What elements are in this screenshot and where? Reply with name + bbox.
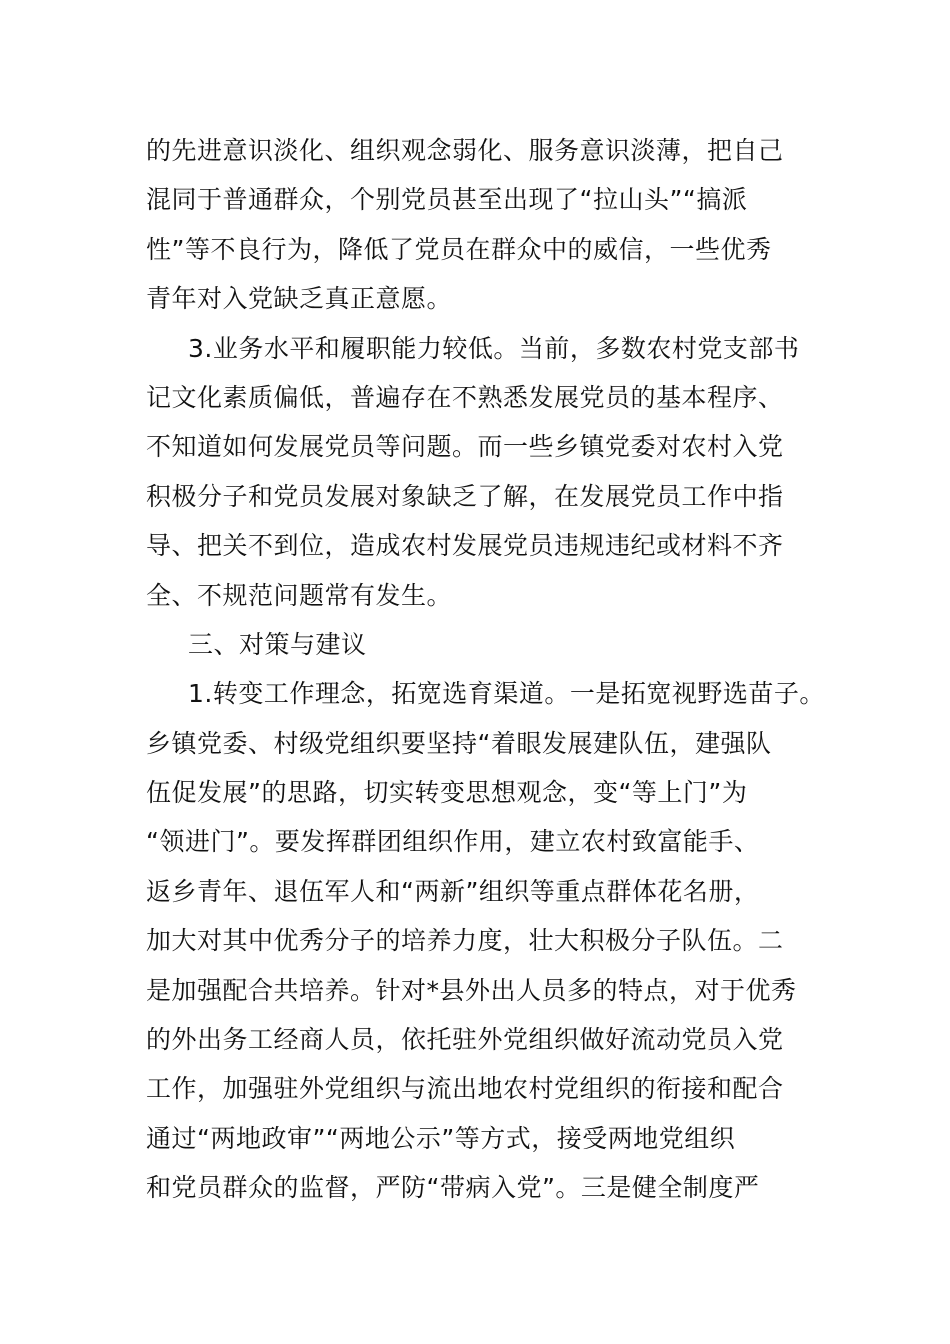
text-line: 1.转变工作理念，拓宽选育渠道。一是拓宽视野选苗子。 (188, 679, 825, 709)
text-line: 的外出务工经商人员，依托驻外党组织做好流动党员入党 (146, 1025, 784, 1055)
section-heading: 三、对策与建议 (188, 629, 367, 659)
text-line: 积极分子和党员发展对象缺乏了解，在发展党员工作中指 (146, 481, 784, 511)
text-line: 伍促发展”的思路，切实转变思想观念，变“等上门”为 (146, 778, 748, 808)
text-line: 记文化素质偏低，普遍存在不熟悉发展党员的基本程序、 (146, 382, 784, 412)
text-line: 是加强配合共培养。针对*县外出人员多的特点，对于优秀 (146, 975, 797, 1005)
text-line: 乡镇党委、村级党组织要坚持“着眼发展建队伍，建强队 (146, 728, 772, 758)
text-line: 加大对其中优秀分子的培养力度，壮大积极分子队伍。二 (146, 926, 784, 956)
text-line: 和党员群众的监督，严防“带病入党”。三是健全制度严 (146, 1173, 760, 1203)
text-line: 青年对入党缺乏真正意愿。 (146, 284, 453, 314)
text-line: 导、把关不到位，造成农村发展党员违规违纪或材料不齐 (146, 531, 784, 561)
text-line: 的先进意识淡化、组织观念弱化、服务意识淡薄，把自己 (146, 136, 784, 165)
text-line: 返乡青年、退伍军人和“两新”组织等重点群体花名册， (146, 876, 760, 906)
text-line: “领进门”。要发挥群团组织作用，建立农村致富能手、 (146, 827, 760, 857)
text-line: 工作，加强驻外党组织与流出地农村党组织的衔接和配合 (146, 1074, 784, 1104)
text-line: 通过“两地政审”“两地公示”等方式，接受两地党组织 (146, 1123, 736, 1153)
text-line: 全、不规范问题常有发生。 (146, 580, 453, 610)
text-line: 性”等不良行为，降低了党员在群众中的威信，一些优秀 (146, 234, 772, 264)
text-line: 不知道如何发展党员等问题。而一些乡镇党委对农村入党 (146, 432, 784, 462)
body-text (146, 126, 826, 1213)
text-line: 3.业务水平和履职能力较低。当前，多数农村党支部书 (188, 333, 800, 363)
text-line: 混同于普通群众，个别党员甚至出现了“拉山头”“搞派 (146, 185, 748, 215)
